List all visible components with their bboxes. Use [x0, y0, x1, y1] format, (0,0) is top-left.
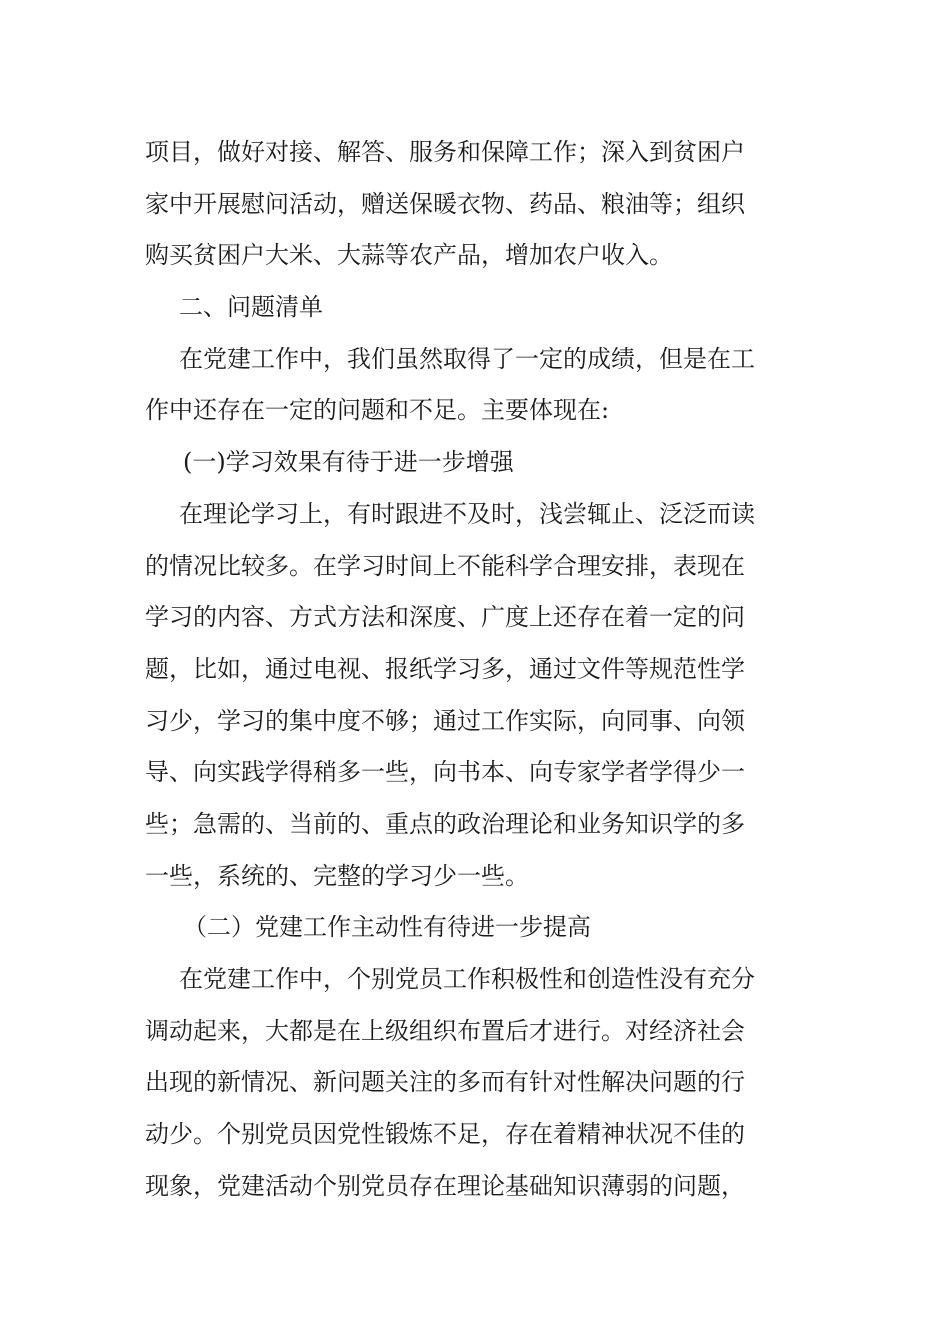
- section-heading: 二、问题清单: [179, 293, 323, 322]
- paragraph-line: 学习的内容、方式方法和深度、广度上还存在着一定的问: [145, 603, 745, 632]
- paragraph-line: 习少，学习的集中度不够；通过工作实际，向同事、向领: [145, 706, 745, 735]
- document-body: [145, 127, 795, 1212]
- subsection-heading: (一)学习效果有待于进一步增强: [183, 448, 514, 477]
- paragraph-line: 动少。个别党员因党性锻炼不足，存在着精神状况不佳的: [145, 1120, 745, 1149]
- paragraph-line: 在党建工作中，我们虽然取得了一定的成绩，但是在工: [179, 344, 755, 373]
- paragraph-line: 一些，系统的、完整的学习少一些。: [145, 861, 529, 890]
- paragraph-line: 调动起来，大都是在上级组织布置后才进行。对经济社会: [145, 1016, 745, 1045]
- paragraph-line: 作中还存在一定的问题和不足。主要体现在:: [145, 396, 610, 425]
- paragraph-line: 的情况比较多。在学习时间上不能科学合理安排，表现在: [145, 551, 745, 580]
- paragraph-line: 导、向实践学得稍多一些，向书本、向专家学者学得少一: [145, 758, 745, 787]
- paragraph-line: 现象，党建活动个别党员存在理论基础知识薄弱的问题，: [145, 1171, 745, 1200]
- paragraph-line: 项目，做好对接、解答、服务和保障工作；深入到贫困户: [145, 138, 745, 166]
- paragraph-line: 出现的新情况、新问题关注的多而有针对性解决问题的行: [145, 1068, 745, 1097]
- paragraph-line: 在理论学习上，有时跟进不及时，浅尝辄止、泛泛而读: [179, 499, 755, 528]
- paragraph-line: 购买贫困户大米、大蒜等农产品，增加农户收入。: [145, 241, 673, 270]
- subsection-heading: （二）党建工作主动性有待进一步提高: [183, 913, 591, 942]
- paragraph-line: 家中开展慰问活动，赠送保暖衣物、药品、粮油等；组织: [145, 189, 745, 218]
- paragraph-line: 在党建工作中，个别党员工作积极性和创造性没有充分: [179, 965, 755, 993]
- paragraph-line: 题，比如，通过电视、报纸学习多，通过文件等规范性学: [145, 654, 745, 683]
- paragraph-line: 些；急需的、当前的、重点的政治理论和业务知识学的多: [145, 809, 745, 838]
